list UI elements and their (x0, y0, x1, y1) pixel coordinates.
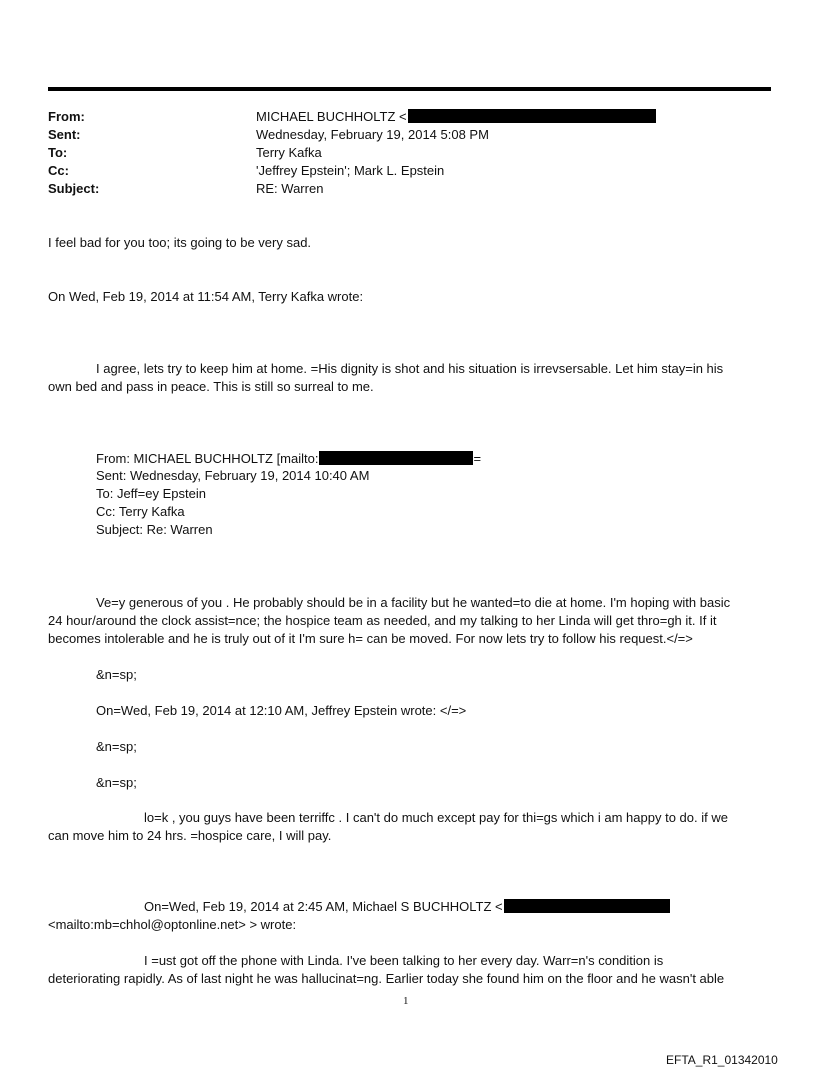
to-label: To: (48, 145, 68, 160)
redaction-box (408, 109, 656, 123)
michael-original-message (48, 952, 768, 988)
mailto-line: <mailto:mb=chhol@optonline.net> > wrote: (48, 917, 297, 932)
terry-message-line: I agree, lets try to keep him at home. =His dignity is shot and his situation is irrevsersable. Let him stay=in his (96, 361, 724, 376)
quoted-subject-line: Subject: Re: Warren (96, 522, 213, 537)
nbsp-line: &n=sp; (96, 775, 137, 790)
terry-message (48, 360, 768, 396)
from-name: MICHAEL BUCHHOLTZ < (256, 109, 407, 124)
header-rule (48, 87, 771, 91)
attribution-text: On=Wed, Feb 19, 2014 at 2:45 AM, Michael S BUCHHOLTZ < (144, 899, 503, 914)
redaction-box (504, 899, 670, 913)
michael-message-line: 24 hour/around the clock assist=nce; the hospice team as needed, and my talking to her Linda will get thro=gh it. If it (48, 613, 717, 628)
page-number: 1 (403, 995, 409, 1007)
sent-value: Wednesday, February 19, 2014 5:08 PM (256, 127, 489, 142)
jeffrey-message-line: lo=k , you guys have been terriffc . I can't do much except pay for thi=gs which i am happy to do. if we (144, 810, 728, 825)
nbsp-line: &n=sp; (96, 667, 137, 682)
michael-message-line: becomes intolerable and he is truly out of it I'm sure h= can be moved. For now lets try to follow his request.</=> (48, 631, 693, 646)
quoted-cc-line: Cc: Terry Kafka (96, 504, 185, 519)
document-id: EFTA_R1_01342010 (666, 1053, 778, 1067)
terry-message-line: own bed and pass in peace. This is still so surreal to me. (48, 379, 374, 394)
from-value (256, 108, 656, 126)
michael-original-line: deteriorating rapidly. As of last night he was hallucinat=ng. Earlier today she found him on the floor and he wasn't able (48, 971, 725, 986)
michael-original-line: I =ust got off the phone with Linda. I've been talking to her every day. Warr=n's condition is (144, 953, 664, 968)
subject-value: RE: Warren (256, 181, 324, 196)
reply-text: I feel bad for you too; its going to be very sad. (48, 235, 312, 250)
quoted-to-line: To: Jeff=ey Epstein (96, 486, 206, 501)
redaction-box (319, 451, 473, 465)
quote-attribution-jeffrey: On=Wed, Feb 19, 2014 at 12:10 AM, Jeffrey Epstein wrote: </=> (96, 703, 467, 718)
jeffrey-message (48, 809, 768, 845)
michael-message (48, 594, 768, 648)
michael-message-line: Ve=y generous of you . He probably should be in a facility but he wanted=to die at home. I'm hoping with basic (96, 595, 731, 610)
quoted-from-line (96, 450, 481, 468)
jeffrey-message-line: can move him to 24 hrs. =hospice care, I will pay. (48, 828, 332, 843)
quote-attribution-terry: On Wed, Feb 19, 2014 at 11:54 AM, Terry Kafka wrote: (48, 289, 364, 304)
to-value: Terry Kafka (256, 145, 322, 160)
cc-value: 'Jeffrey Epstein'; Mark L. Epstein (256, 163, 445, 178)
from-label: From: (48, 109, 85, 124)
quoted-from-text: From: MICHAEL BUCHHOLTZ [mailto: (96, 451, 319, 466)
sent-label: Sent: (48, 127, 81, 142)
subject-label: Subject: (48, 181, 100, 196)
quoted-from-end: = (473, 451, 482, 466)
cc-label: Cc: (48, 163, 69, 178)
quote-attribution-michael (144, 898, 670, 916)
nbsp-line: &n=sp; (96, 739, 137, 754)
quoted-sent-line: Sent: Wednesday, February 19, 2014 10:40 AM (96, 468, 370, 483)
